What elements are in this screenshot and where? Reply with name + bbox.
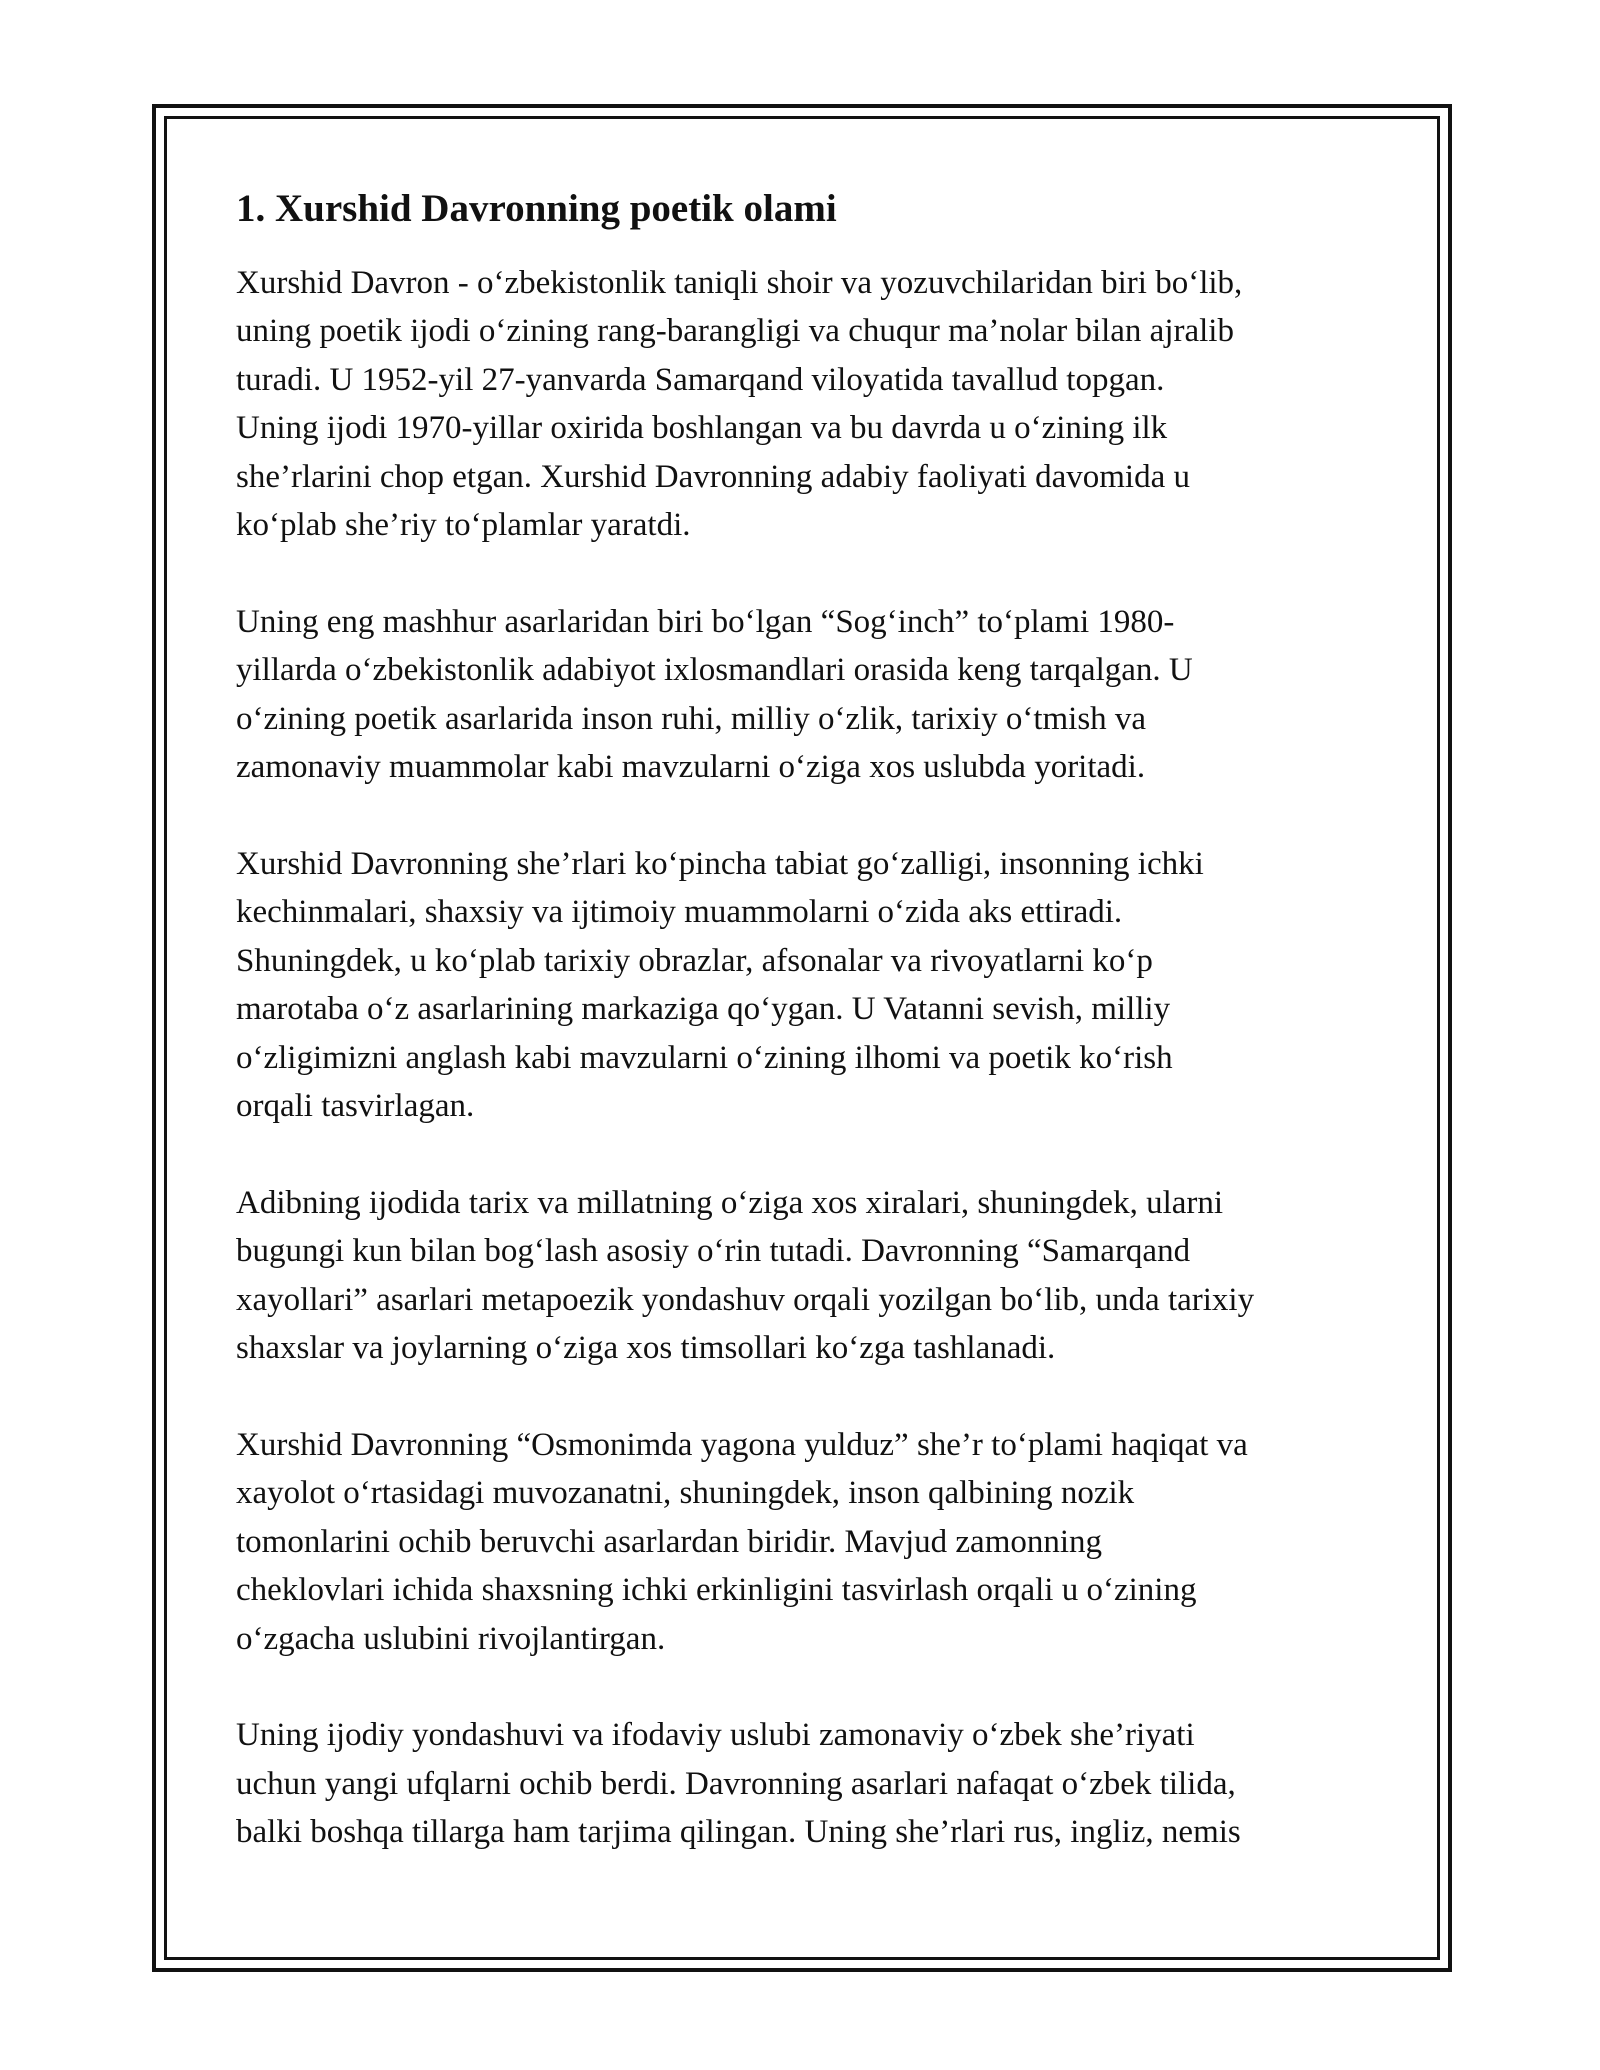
paragraph-1: Xurshid Davron - o‘zbekistonlik taniqli shoir va yozuvchilaridan biri bo‘lib, uning poetik ijodi o‘zining rang-barangligi va chuqur ma’nolar bilan ajralib turadi. U 1952-yil 27-yanvarda Samarqand viloyatida tavallud topgan. Uning ijodi 1970-yillar oxirida boshlangan va bu davrda u o‘zining ilk she’rlarini chop etgan. Xurshid Davronning adabiy faoliyati davomida u ko‘plab she’riy to‘plamlar yaratdi.	[236, 264, 1243, 544]
paragraph-2: Uning eng mashhur asarlaridan biri bo‘lgan “Sog‘inch” to‘plami 1980- yillarda o‘zbekistonlik adabiyot ixlosmandlari orasida keng tarqalgan. U o‘zining poetik asarlarida inson ruhi, milliy o‘zlik, tarixiy o‘tmish va zamonaviy muammolar kabi mavzularni o‘ziga xos uslubda yoritadi.	[236, 603, 1193, 786]
paragraph-5: Xurshid Davronning “Osmonimda yagona yulduz” she’r to‘plami haqiqat va xayolot o‘rtasidagi muvozanatni, shuningdek, inson qalbining nozik tomonlarini ochib beruvchi asarlardan biridir. Mavjud zamonning cheklovlari ichida shaxsning ichki erkinligini tasvirlash orqali u o‘zining o‘zgacha uslubini rivojlantirgan.	[236, 1426, 1248, 1657]
section-heading: 1. Xurshid Davronning poetik olami	[236, 187, 837, 230]
paragraph-6: Uning ijodiy yondashuvi va ifodaviy uslubi zamonaviy o‘zbek she’riyati uchun yangi ufqlarni ochib berdi. Davronning asarlari nafaqat o‘zbek tilida, balki boshqa tillarga ham tarjima qilingan. Uning she’rlari rus, ingliz, nemis	[236, 1717, 1241, 1851]
paragraph-4: Adibning ijodida tarix va millatning o‘ziga xos xiralari, shuningdek, ularni bugungi kun bilan bog‘lash asosiy o‘rin tutadi. Davronning “Samarqand xayollari” asarlari metapoezik yondashuv orqali yozilgan bo‘lib, unda tarixiy shaxslar va joylarning o‘ziga xos timsollari ko‘zga tashlanadi.	[236, 1184, 1255, 1367]
paragraph-3: Xurshid Davronning she’rlari ko‘pincha tabiat go‘zalligi, insonning ichki kechinmalari, shaxsiy va ijtimoiy muammolarni o‘zida aks ettiradi. Shuningdek, u ko‘plab tarixiy obrazlar, afsonalar va rivoyatlarni ko‘p marotaba o‘z asarlarining markaziga qo‘ygan. U Vatanni sevish, milliy o‘zligimizni anglash kabi mavzularni o‘zining ilhomi va poetik ko‘rish orqali tasvirlagan.	[236, 845, 1204, 1125]
document-body	[236, 186, 1396, 1905]
